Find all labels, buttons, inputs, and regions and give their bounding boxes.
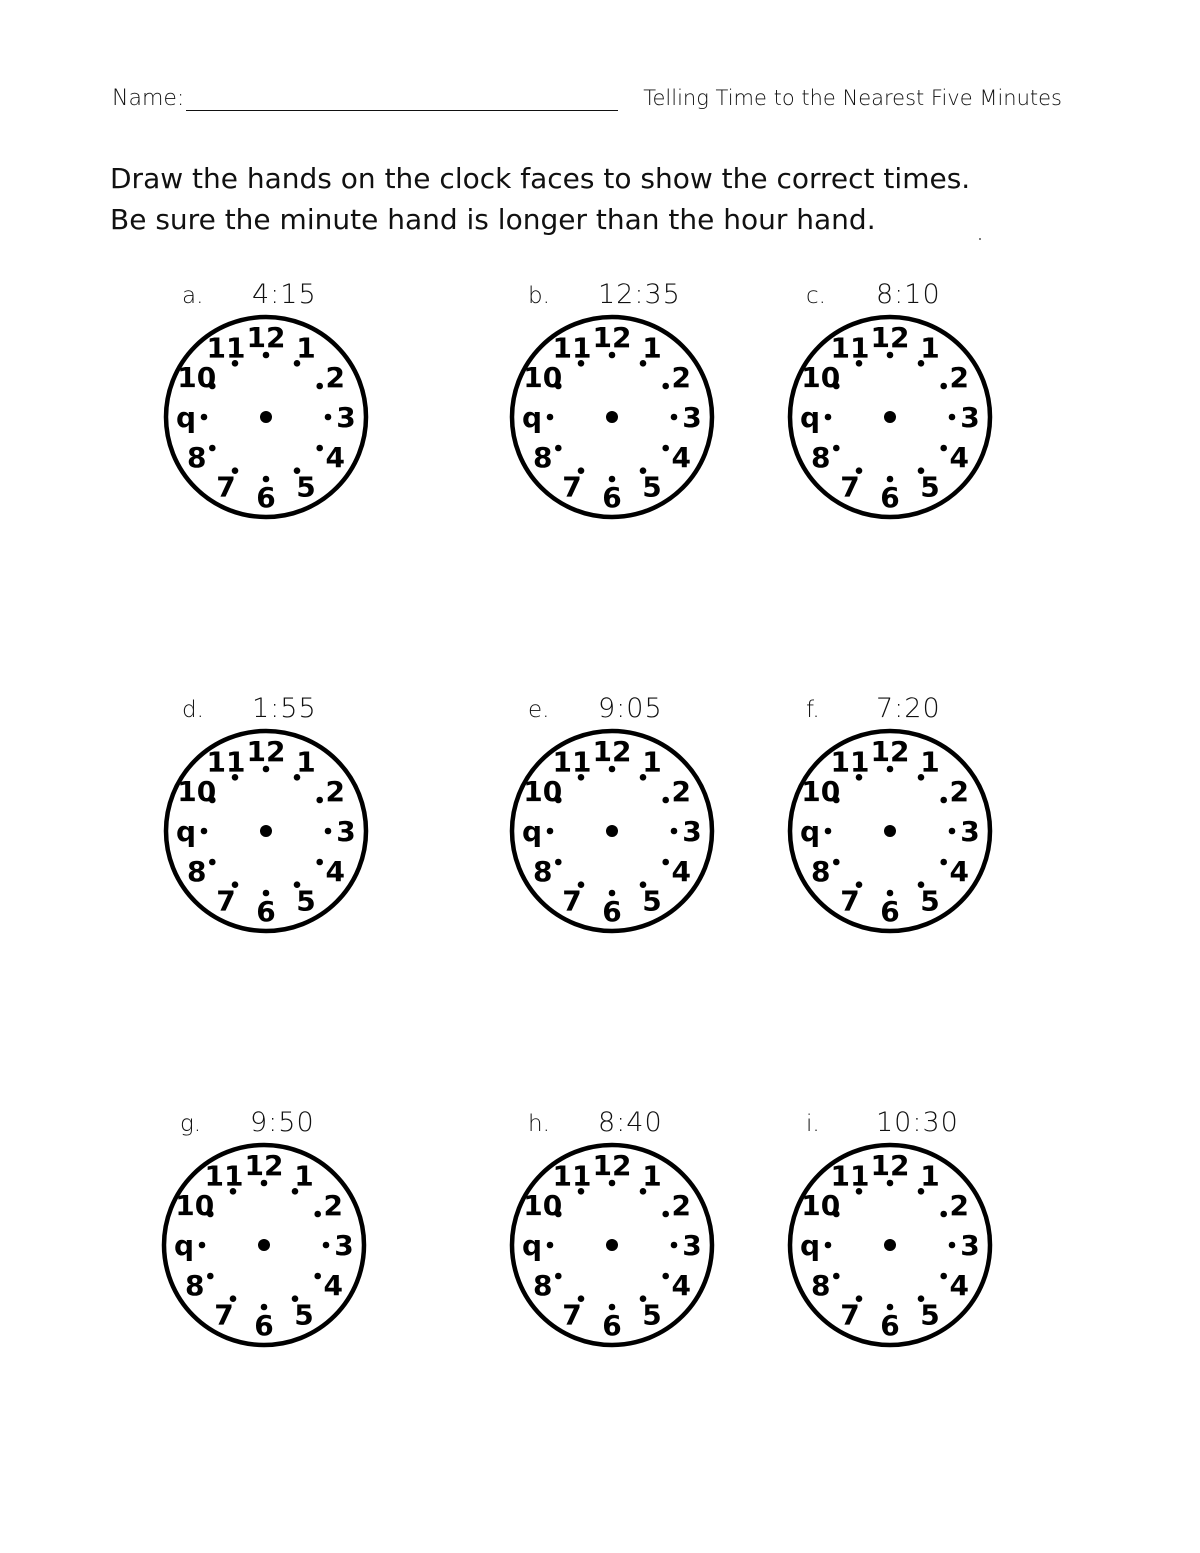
hour-dot — [547, 414, 554, 421]
problem-time: 4:15 — [252, 279, 317, 310]
clock-numeral: 7 — [562, 884, 582, 918]
clock-face[interactable] — [162, 727, 370, 935]
clock-numeral: 8 — [532, 1269, 553, 1302]
clock-numeral: 4 — [671, 855, 692, 888]
hour-dot — [833, 1273, 840, 1280]
clock-numeral: 4 — [949, 441, 970, 474]
clock-numeral: 7 — [216, 884, 236, 918]
clock-numeral: 11 — [206, 745, 246, 779]
clock-numeral: q — [175, 815, 197, 848]
clock-numeral: 6 — [602, 895, 622, 928]
clock-numeral: 3 — [336, 401, 356, 434]
clock-numeral: 7 — [840, 884, 860, 918]
instruction-line-1: Draw the hands on the clock faces to show the correct times. — [110, 162, 971, 195]
problem-time: 8:10 — [876, 279, 941, 310]
hour-dot — [201, 414, 208, 421]
hour-dot — [314, 1211, 321, 1218]
clock-face[interactable] — [160, 1141, 368, 1349]
clock-numeral: 6 — [880, 895, 900, 928]
problem-letter: h. — [528, 1111, 550, 1137]
hour-dot — [316, 859, 323, 866]
clock-numeral: 10 — [523, 1189, 563, 1222]
clock-numeral: 8 — [184, 1269, 205, 1302]
clock-center-dot — [884, 411, 896, 423]
hour-dot — [825, 828, 832, 835]
clock-numeral: 4 — [949, 1269, 970, 1302]
clock-numeral: 8 — [532, 855, 553, 888]
problem-i — [799, 1107, 1036, 1371]
clock-center-dot — [606, 411, 618, 423]
clock-center-dot — [884, 825, 896, 837]
clock-numeral: 12 — [870, 1149, 910, 1182]
clock-numeral: 3 — [682, 401, 702, 434]
clock-numeral: 12 — [246, 321, 286, 354]
clock-face[interactable] — [162, 313, 370, 521]
hour-dot — [209, 445, 216, 452]
clock-face[interactable] — [508, 727, 716, 935]
clock-numeral: 5 — [296, 884, 316, 918]
clock-numeral: 10 — [177, 775, 217, 808]
hour-dot — [671, 414, 678, 421]
clock-numeral: 11 — [206, 331, 246, 365]
clock-numeral: 3 — [336, 815, 356, 848]
clock-numeral: 5 — [294, 1298, 314, 1332]
clock-numeral: q — [173, 1229, 195, 1262]
hour-dot — [555, 1273, 562, 1280]
clock-center-dot — [884, 1239, 896, 1251]
problem-g — [173, 1107, 410, 1371]
hour-dot — [662, 445, 669, 452]
clock-numeral: 1 — [920, 331, 940, 365]
problem-letter: f. — [806, 697, 820, 723]
hour-dot — [555, 445, 562, 452]
stray-dot — [979, 238, 981, 240]
problem-f — [799, 693, 1036, 957]
hour-dot — [940, 1211, 947, 1218]
clock-numeral: 7 — [562, 1298, 582, 1332]
clock-numeral: 4 — [671, 441, 692, 474]
clock-numeral: 4 — [323, 1269, 344, 1302]
hour-dot — [940, 1273, 947, 1280]
clock-numeral: 5 — [920, 470, 940, 504]
instruction-line-2: Be sure the minute hand is longer than the hour hand. — [110, 203, 876, 236]
hour-dot — [671, 828, 678, 835]
hour-dot — [316, 797, 323, 804]
clock-numeral: 7 — [840, 470, 860, 504]
clock-numeral: 2 — [323, 1189, 344, 1222]
clock-numeral: 10 — [523, 361, 563, 394]
clock-numeral: 2 — [949, 775, 970, 808]
clock-numeral: 7 — [840, 1298, 860, 1332]
clock-center-dot — [606, 1239, 618, 1251]
clock-center-dot — [260, 411, 272, 423]
clock-numeral: 2 — [671, 361, 692, 394]
clock-numeral: q — [521, 1229, 543, 1262]
hour-dot — [316, 445, 323, 452]
clock-numeral: 12 — [244, 1149, 284, 1182]
clock-numeral: 1 — [920, 1159, 940, 1193]
clock-numeral: 2 — [949, 361, 970, 394]
problem-c — [799, 279, 1036, 543]
clock-numeral: 2 — [949, 1189, 970, 1222]
hour-dot — [949, 1242, 956, 1249]
hour-dot — [547, 828, 554, 835]
clock-numeral: 10 — [801, 775, 841, 808]
hour-dot — [662, 1273, 669, 1280]
clock-numeral: 4 — [325, 441, 346, 474]
hour-dot — [325, 414, 332, 421]
hour-dot — [325, 828, 332, 835]
hour-dot — [662, 383, 669, 390]
clock-numeral: 8 — [532, 441, 553, 474]
problem-b — [521, 279, 758, 543]
clock-numeral: q — [799, 1229, 821, 1262]
clock-numeral: 3 — [960, 815, 980, 848]
hour-dot — [833, 859, 840, 866]
clock-numeral: 1 — [294, 1159, 314, 1193]
clock-numeral: 6 — [256, 895, 276, 928]
clock-numeral: 1 — [920, 745, 940, 779]
hour-dot — [825, 414, 832, 421]
hour-dot — [316, 383, 323, 390]
clock-numeral: 11 — [552, 331, 592, 365]
clock-numeral: 12 — [592, 321, 632, 354]
hour-dot — [671, 1242, 678, 1249]
clock-numeral: 1 — [296, 745, 316, 779]
hour-dot — [314, 1273, 321, 1280]
clock-numeral: 7 — [214, 1298, 234, 1332]
clock-numeral: 2 — [671, 775, 692, 808]
clock-numeral: 6 — [254, 1309, 274, 1342]
clock-numeral: 10 — [177, 361, 217, 394]
clock-center-dot — [260, 825, 272, 837]
clock-numeral: 10 — [801, 1189, 841, 1222]
problem-time: 9:50 — [250, 1107, 315, 1138]
problem-time: 7:20 — [876, 693, 941, 724]
clock-numeral: 1 — [642, 745, 662, 779]
hour-dot — [662, 1211, 669, 1218]
clock-numeral: 8 — [810, 1269, 831, 1302]
problem-letter: e. — [528, 697, 550, 723]
clock-numeral: q — [175, 401, 197, 434]
clock-numeral: 4 — [949, 855, 970, 888]
clock-numeral: 2 — [671, 1189, 692, 1222]
hour-dot — [833, 445, 840, 452]
clock-numeral: 12 — [592, 735, 632, 768]
problem-h — [521, 1107, 758, 1371]
name-line[interactable] — [186, 110, 618, 111]
clock-numeral: 1 — [296, 331, 316, 365]
clock-numeral: 3 — [682, 1229, 702, 1262]
clock-numeral: 5 — [296, 470, 316, 504]
problem-letter: d. — [182, 697, 204, 723]
hour-dot — [940, 383, 947, 390]
hour-dot — [940, 445, 947, 452]
clock-numeral: 10 — [801, 361, 841, 394]
problem-letter: a. — [182, 283, 204, 309]
clock-numeral: 1 — [642, 1159, 662, 1193]
problem-time: 9:05 — [598, 693, 663, 724]
problem-e — [521, 693, 758, 957]
clock-numeral: 5 — [642, 470, 662, 504]
hour-dot — [555, 859, 562, 866]
clock-numeral: 5 — [920, 1298, 940, 1332]
problem-letter: i. — [806, 1111, 820, 1137]
clock-numeral: q — [799, 401, 821, 434]
clock-numeral: 6 — [880, 481, 900, 514]
clock-numeral: 2 — [325, 775, 346, 808]
problem-time: 10:30 — [876, 1107, 959, 1138]
clock-numeral: 5 — [920, 884, 940, 918]
clock-numeral: q — [799, 815, 821, 848]
clock-numeral: 12 — [592, 1149, 632, 1182]
hour-dot — [209, 859, 216, 866]
clock-face[interactable] — [786, 727, 994, 935]
clock-face[interactable] — [786, 1141, 994, 1349]
clock-numeral: 11 — [552, 1159, 592, 1193]
clock-numeral: 7 — [216, 470, 236, 504]
clock-center-dot — [258, 1239, 270, 1251]
hour-dot — [207, 1273, 214, 1280]
problem-a — [175, 279, 412, 543]
problem-time: 8:40 — [598, 1107, 663, 1138]
clock-numeral: 4 — [671, 1269, 692, 1302]
clock-numeral: 10 — [523, 775, 563, 808]
clock-numeral: 6 — [602, 481, 622, 514]
problem-letter: b. — [528, 283, 550, 309]
clock-numeral: 6 — [256, 481, 276, 514]
clock-numeral: 11 — [552, 745, 592, 779]
instructions — [110, 158, 970, 240]
clock-face[interactable] — [508, 1141, 716, 1349]
clock-numeral: 12 — [870, 321, 910, 354]
clock-numeral: 5 — [642, 884, 662, 918]
clock-numeral: 12 — [870, 735, 910, 768]
clock-numeral: 5 — [642, 1298, 662, 1332]
clock-numeral: 3 — [960, 401, 980, 434]
clock-numeral: 8 — [810, 441, 831, 474]
problem-d — [175, 693, 412, 957]
clock-numeral: 11 — [830, 745, 870, 779]
problem-letter: g. — [180, 1111, 202, 1137]
clock-numeral: 2 — [325, 361, 346, 394]
clock-numeral: 11 — [830, 1159, 870, 1193]
clock-numeral: 12 — [246, 735, 286, 768]
hour-dot — [201, 828, 208, 835]
hour-dot — [662, 859, 669, 866]
hour-dot — [662, 797, 669, 804]
hour-dot — [547, 1242, 554, 1249]
clock-numeral: 8 — [186, 441, 207, 474]
hour-dot — [949, 414, 956, 421]
clock-face[interactable] — [508, 313, 716, 521]
clock-numeral: 10 — [175, 1189, 215, 1222]
clock-numeral: 4 — [325, 855, 346, 888]
clock-numeral: 6 — [602, 1309, 622, 1342]
clock-numeral: q — [521, 815, 543, 848]
clock-numeral: 11 — [830, 331, 870, 365]
problem-time: 1:55 — [252, 693, 317, 724]
hour-dot — [199, 1242, 206, 1249]
clock-numeral: 3 — [960, 1229, 980, 1262]
clock-numeral: 7 — [562, 470, 582, 504]
hour-dot — [323, 1242, 330, 1249]
clock-numeral: 11 — [204, 1159, 244, 1193]
clock-numeral: 3 — [334, 1229, 354, 1262]
hour-dot — [825, 1242, 832, 1249]
clock-numeral: 3 — [682, 815, 702, 848]
clock-numeral: 8 — [810, 855, 831, 888]
hour-dot — [940, 797, 947, 804]
worksheet-title: Telling Time to the Nearest Five Minutes — [643, 86, 1062, 110]
problem-time: 12:35 — [598, 279, 681, 310]
hour-dot — [940, 859, 947, 866]
clock-face[interactable] — [786, 313, 994, 521]
clock-numeral: 6 — [880, 1309, 900, 1342]
clock-center-dot — [606, 825, 618, 837]
name-label: Name: — [112, 86, 185, 111]
problem-letter: c. — [806, 283, 826, 309]
hour-dot — [949, 828, 956, 835]
clock-numeral: q — [521, 401, 543, 434]
clock-numeral: 1 — [642, 331, 662, 365]
clock-numeral: 8 — [186, 855, 207, 888]
